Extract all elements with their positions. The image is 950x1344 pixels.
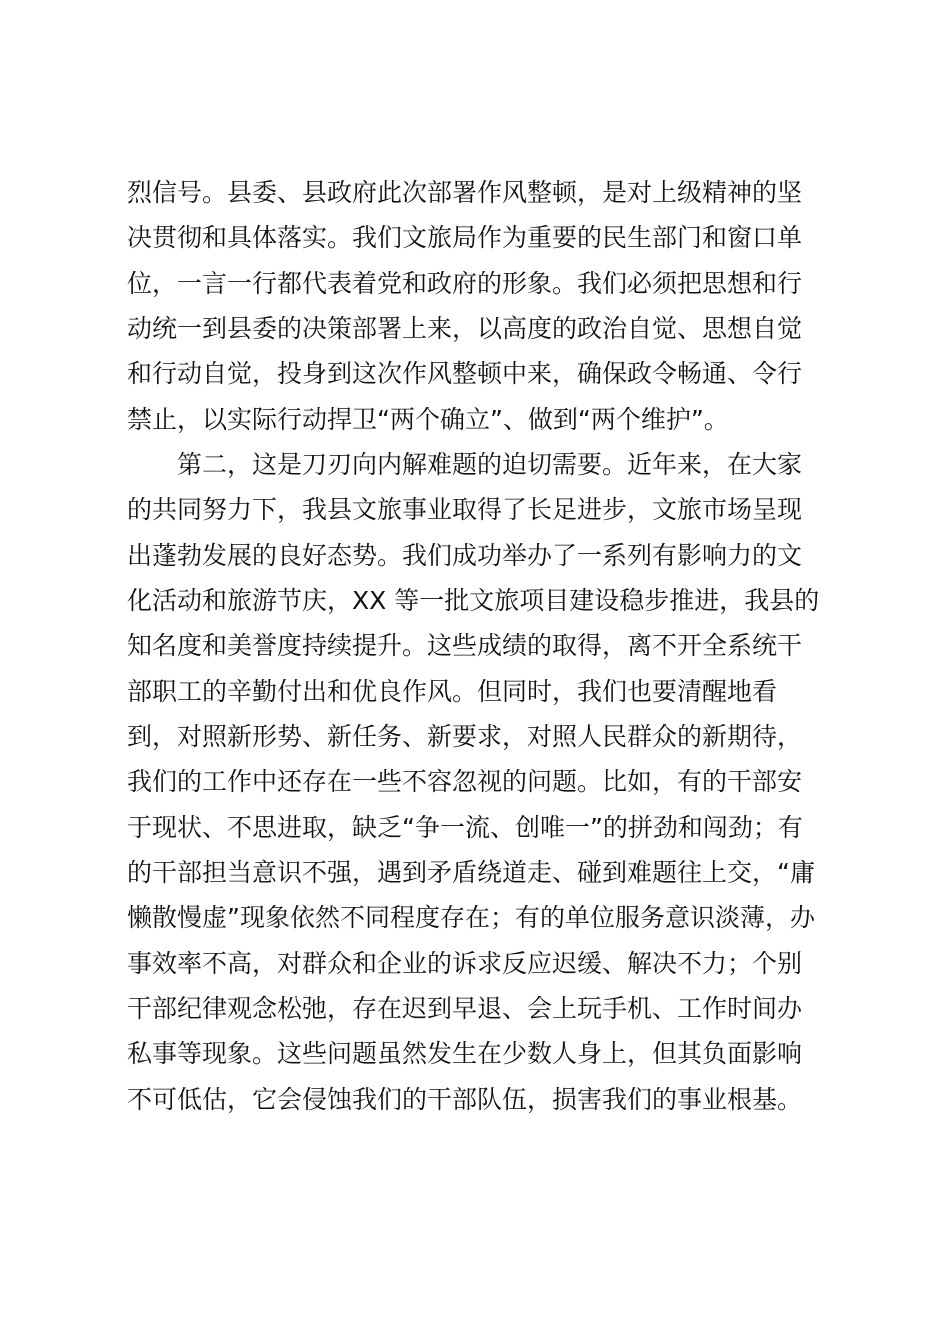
text-line: 我们的工作中还存在一些不容忽视的问题。比如，有的干部安 — [127, 767, 803, 796]
text-line: 和行动自觉，投身到这次作风整顿中来，确保政令畅通、令行 — [127, 359, 803, 388]
text-line: 事效率不高，对群众和企业的诉求反应迟缓、解决不力；个别 — [127, 949, 803, 978]
text-line: 干部纪律观念松弛，存在迟到早退、会上玩手机、工作时间办 — [127, 994, 803, 1023]
text-line: 部职工的辛勤付出和优良作风。但同时，我们也要清醒地看 — [127, 677, 778, 706]
text-line: 于现状、不思进取，缺乏“争一流、创唯一”的拼劲和闯劲；有 — [127, 813, 803, 842]
text-line: 不可低估，它会侵蚀我们的干部队伍，损害我们的事业根基。 — [127, 1085, 803, 1114]
text-line: 化活动和旅游节庆，XX 等一批文旅项目建设稳步推进，我县的 — [127, 586, 820, 615]
text-line: 决贯彻和具体落实。我们文旅局作为重要的民生部门和窗口单 — [127, 223, 803, 252]
text-line: 禁止，以实际行动捍卫“两个确立”、做到“两个维护”。 — [127, 405, 729, 434]
text-line: 私事等现象。这些问题虽然发生在少数人身上，但其负面影响 — [127, 1039, 803, 1068]
text-line: 位，一言一行都代表着党和政府的形象。我们必须把思想和行 — [127, 269, 803, 298]
text-line: 动统一到县委的决策部署上来，以高度的政治自觉、思想自觉 — [127, 314, 803, 343]
text-line: 的共同努力下，我县文旅事业取得了长足进步，文旅市场呈现 — [127, 495, 803, 524]
text-line: 的干部担当意识不强，遇到矛盾绕道走、碰到难题往上交，“庸 — [127, 858, 815, 887]
paragraph-first-line: 第二，这是刀刃向内解难题的迫切需要。近年来，在大家 — [177, 450, 803, 479]
text-line: 出蓬勃发展的良好态势。我们成功举办了一系列有影响力的文 — [127, 541, 803, 570]
text-line: 烈信号。县委、县政府此次部署作风整顿，是对上级精神的坚 — [127, 178, 803, 207]
text-line: 懒散慢虚”现象依然不同程度存在；有的单位服务意识淡薄，办 — [127, 903, 815, 932]
text-line: 到，对照新形势、新任务、新要求，对照人民群众的新期待， — [127, 722, 803, 751]
text-line: 知名度和美誉度持续提升。这些成绩的取得，离不开全系统干 — [127, 631, 803, 660]
